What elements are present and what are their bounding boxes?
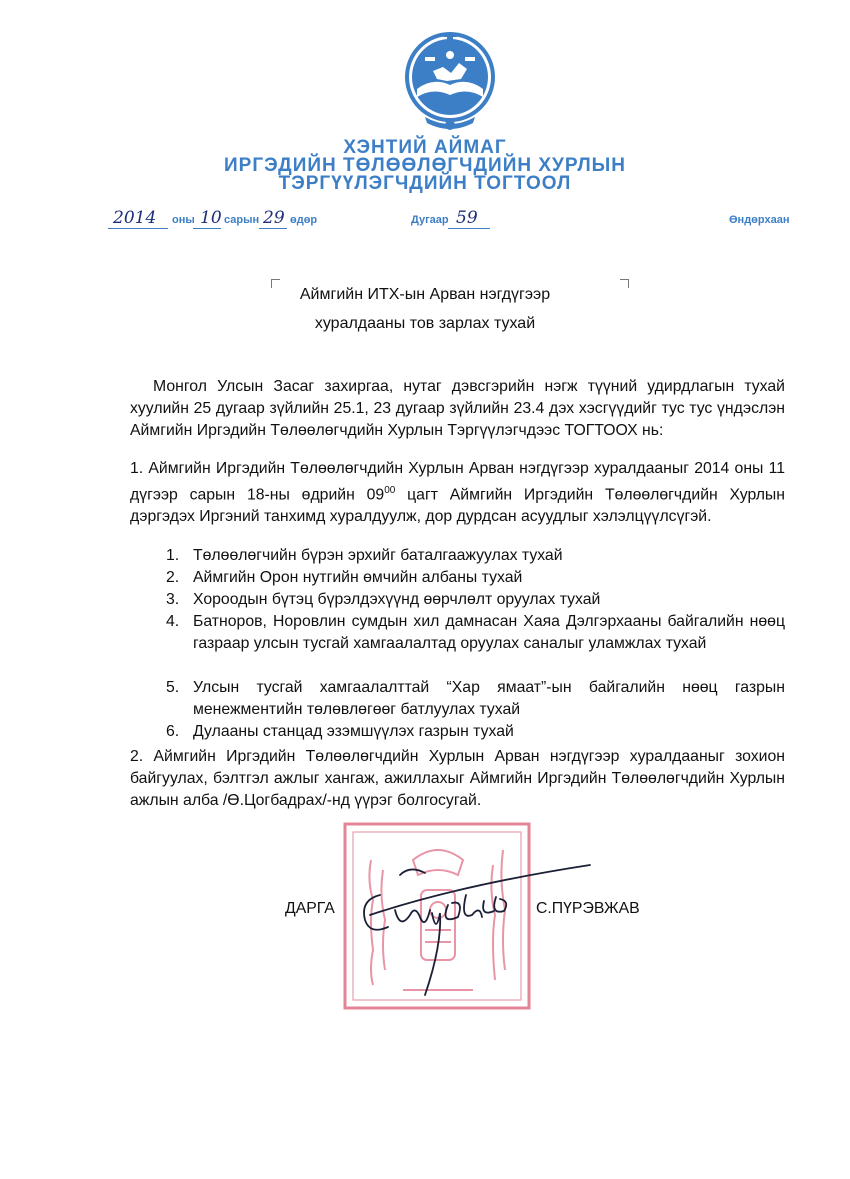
date-day-label: өдөр (290, 214, 318, 226)
number-underline (448, 228, 490, 229)
date-day: 29 (263, 208, 285, 228)
subject-line-2: хуралдааны тов зарлах тухай (314, 315, 536, 332)
handwritten-signature-icon (340, 855, 600, 1000)
subitem-text: Дулааны станцад эзэмшүүлэх газрын тухай (193, 723, 514, 740)
subitem-number: 4. (166, 613, 180, 630)
subitem-text: Төлөөлөгчийн бүрэн эрхийг баталгаажуулах тухай (193, 547, 563, 564)
date-month-label: сарын (224, 214, 260, 226)
item-1-text-b: цагт Аймгийн Иргэдийн Төлөөлөгчдийн Хурлын дэргэдэх Иргэний танхимд хуралдуулж, дор дурдсан асуудлыг хэлэлцүүлсүгэй. (130, 486, 786, 526)
state-emblem-icon (403, 27, 497, 135)
subitem-number: 3. (166, 591, 180, 608)
document-number: 59 (456, 208, 478, 228)
subitem-text: Аймгийн Орон нутгийн өмчийн албаны тухай (193, 569, 523, 586)
signatory-name: С.ПҮРЭВЖАВ (536, 900, 640, 917)
subject-line-1: Аймгийн ИТХ-ын Арван нэгдүгээр (299, 286, 551, 303)
subitem-2 (166, 567, 785, 589)
subitem-text: Хороодын бүтэц бүрэлдэхүүнд өөрчлөлт оруулах тухай (193, 591, 601, 608)
subitem-5 (166, 677, 785, 721)
subitem-text: Батноров, Норовлин сумдын хил дамнасан Хаяа Дэлгэрхааны байгалийн нөөц газраар улсын тусгай хамгаалалтад оруулах саналыг уламжлах тухай (193, 613, 785, 652)
subitem-6 (166, 721, 785, 743)
item-1-text-a: 1. Аймгийн Иргэдийн Төлөөлөгчдийн Хурлын Арван нэгдүгээр хуралдааныг 2014 оны 11 дүгээр сарын 18-ны өдрийн 09 (130, 460, 785, 504)
place-label: Өндөрхаан (729, 214, 790, 226)
item-1-time-sup: 00 (384, 485, 396, 496)
subitem-number: 1. (166, 547, 180, 564)
date-year-label: оны (172, 214, 195, 226)
subitem-number: 5. (166, 679, 180, 696)
header-resolution: ТЭРГҮҮЛЭГЧДИЙН ТОГТООЛ (278, 173, 572, 194)
subitem-1 (166, 545, 785, 567)
number-label: Дугаар (411, 214, 449, 226)
subitem-text: Улсын тусгай хамгаалалттай “Хар ямаат”-ын байгалийн нөөц газрын менежментийн төлөвлөгөөг батлуулах тухай (193, 679, 785, 718)
subitem-number: 6. (166, 723, 180, 740)
subitem-4 (166, 611, 785, 655)
item-1 (130, 458, 785, 528)
year-underline (108, 228, 168, 229)
subitem-number: 2. (166, 569, 180, 586)
date-year: 2014 (113, 208, 157, 228)
header-aimag: ХЭНТИЙ АЙМАГ (343, 137, 507, 158)
header-council: ИРГЭДИЙН ТӨЛӨӨЛӨГЧДИЙН ХУРЛЫН (224, 155, 626, 176)
month-underline (193, 228, 221, 229)
intro-paragraph: Монгол Улсын Засаг захиргаа, нутаг дэвсгэрийн нэгж түүний удирдлагын тухай хуулийн 25 дугаар зүйлийн 25.1, 23 дугаар зүйлийн 23.4 дэх хэсгүүдийг тус тус үндэслэн Аймгийн Иргэдийн Төлөөлөгчдийн Хурлын Тэргүүлэгчдээс ТОГТООХ нь: (130, 378, 785, 439)
day-underline (259, 228, 287, 229)
subitem-3 (166, 589, 785, 611)
signatory-title: ДАРГА (285, 900, 335, 917)
item-2: 2. Аймгийн Иргэдийн Төлөөлөгчдийн Хурлын Арван нэгдүгээр хуралдааныг зохион байгуулах, бэлтгэл ажлыг хангаж, ажиллахыг Аймгийн Иргэдийн Төлөөлөгчдийн Хурлын ажлын алба /Ө.Цогбадрах/-нд үүрэг болгосугай. (130, 748, 785, 809)
date-month: 10 (200, 208, 222, 228)
